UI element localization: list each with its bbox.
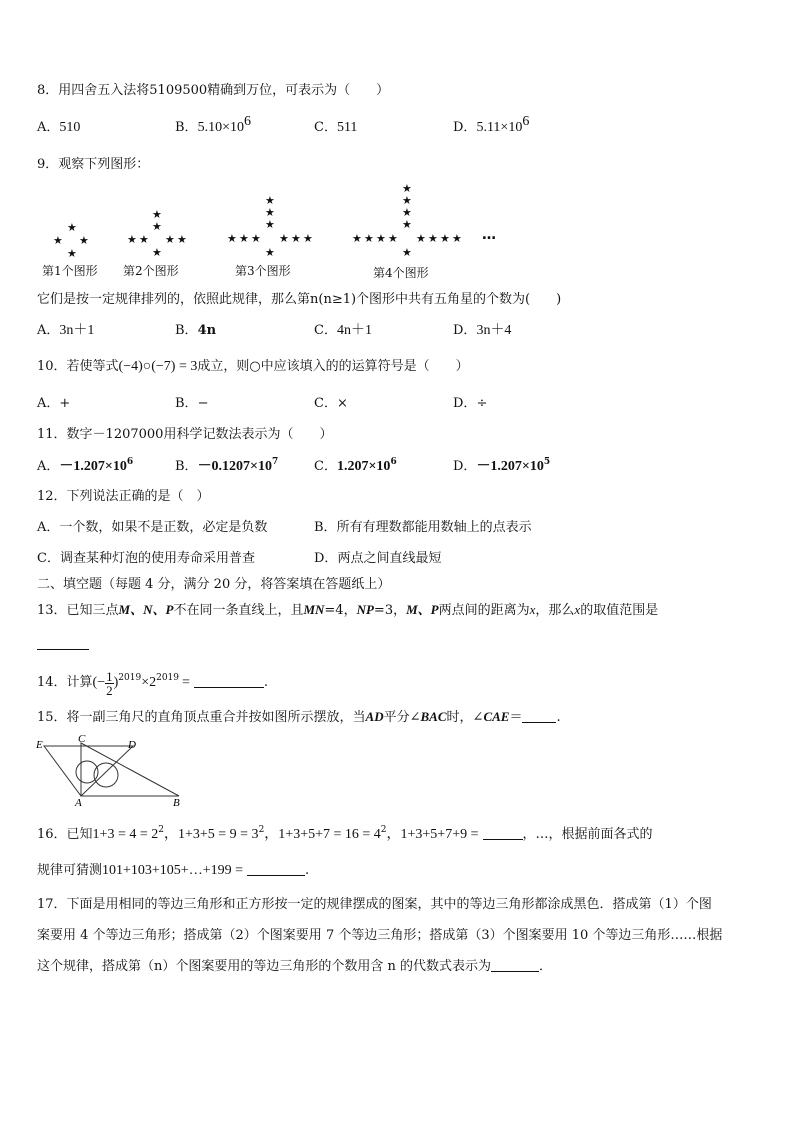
star-icon: ★ [152, 246, 162, 259]
q9-stem: 9．观察下列图形： [37, 157, 150, 172]
q17-line2: 案要用 4 个等边三角形；搭成第（2）个图案要用 7 个等边三角形；搭成第（3）个图案要用 10 个等边三角形……根据 [37, 928, 723, 943]
star-icon: ★ [440, 232, 450, 245]
star-icon: ★ [251, 232, 261, 245]
q8-option-d: D．$5.11\times 10^6$ [453, 114, 530, 135]
q11-option-b: B．$-0.1207\times 10^7$ [175, 457, 279, 474]
star-icon: ★ [265, 218, 275, 231]
q16-answer-blank-1 [483, 826, 523, 840]
star-icon: ★ [291, 232, 301, 245]
q16-line1: 16．已知$1+3 = 4 = 2^2$，$1+3+5 = 9 = 3^2$，$1+3+5+7 = 16 = 4^2$，1+3+5+7+9 = ，…，根据前面各式的 [37, 825, 653, 842]
q11-stem: 11．数字－1207000用科学记数法表示为（ ） [37, 427, 333, 442]
q9-caption-3: 第3个图形 [235, 264, 291, 278]
section-heading: 二、填空题（每题 4 分，满分 20 分，将答案填在答题纸上） [37, 577, 391, 592]
q9-option-a: A．3n＋1 [37, 323, 95, 338]
q12-option-d: D．两点之间直线最短 [314, 551, 442, 566]
q15-triangle-figure [36, 734, 186, 808]
star-icon: ★ [177, 233, 187, 246]
star-icon: ★ [376, 232, 386, 245]
q9-question: 它们是按一定规律排列的，依照此规律，那么第n(n≥1)个图形中共有五角星的个数为( ) [37, 292, 562, 307]
q9-caption-1: 第1个图形 [42, 264, 98, 278]
q17-line3: 这个规律，搭成第（n）个图案要用的等边三角形的个数用含 n 的代数式表示为 ． [37, 959, 553, 974]
q10-option-a: A．+ [37, 396, 71, 411]
star-icon: ★ [402, 218, 412, 231]
star-icon: ★ [152, 208, 162, 221]
q10-option-c: C．× [314, 396, 348, 411]
star-icon: ★ [402, 246, 412, 259]
star-icon: ★ [265, 246, 275, 259]
star-icon: ★ [227, 232, 237, 245]
q16-answer-blank-2 [247, 862, 305, 876]
label-e: E [36, 739, 43, 751]
star-icon: ★ [352, 232, 362, 245]
q10-stem: 10．若使等式(−4)○(−7) = 3成立，则○中应该填入的的运算符号是（ ） [37, 359, 469, 374]
q17-line1: 17．下面是用相同的等边三角形和正方形按一定的规律摆成的图案，其中的等边三角形都涂成黑色．搭成第（1）个图 [37, 897, 712, 912]
q14-expression: 14．计算(− $\frac{1}{2}$ )$^{2019}\times 2^{2019}$ = . [37, 669, 269, 698]
star-icon: ★ [265, 194, 275, 207]
star-icon: ★ [279, 232, 289, 245]
q17-answer-blank [491, 958, 539, 972]
q10-option-d: D．÷ [453, 396, 488, 411]
star-icon: ★ [67, 247, 77, 260]
q11-option-a: A．$-1.207\times 10^6$ [37, 457, 134, 474]
star-icon: ★ [416, 232, 426, 245]
label-d: D [128, 739, 136, 751]
star-icon: ★ [402, 206, 412, 219]
q9-option-c: C．4n＋1 [314, 323, 372, 338]
star-icon: ★ [402, 182, 412, 195]
q12-stem: 12．下列说法正确的是（ ） [37, 489, 210, 504]
q15-answer-blank [522, 709, 556, 723]
q9-option-b: B．4n [175, 323, 217, 338]
q15-stem: 15．将一副三角尺的直角顶点重合并按如图所示摆放，当AD平分∠BAC时，∠CAE＝ . [37, 709, 561, 725]
q9-caption-2: 第2个图形 [123, 264, 179, 278]
q12-option-a: A．一个数，如果不是正数，必定是负数 [37, 520, 268, 535]
label-c: C [78, 734, 86, 745]
star-icon: ★ [53, 234, 63, 247]
q8-option-c: C．511 [314, 120, 358, 135]
q8-stem: 8．用四舍五入法将5109500精确到万位，可表示为（ ） [37, 83, 390, 98]
q12-option-b: B．所有有理数都能用数轴上的点表示 [314, 520, 532, 535]
ellipsis: … [482, 227, 496, 243]
q13-stem: 13．已知三点M、N、P不在同一条直线上，且MN=4，NP=3，M、P两点间的距离为x，那么x的取值范围是 [37, 602, 659, 618]
star-icon: ★ [67, 221, 77, 234]
star-icon: ★ [452, 232, 462, 245]
q8-option-b: B．$5.10\times 10^6$ [175, 114, 251, 135]
q9-caption-4: 第4个图形 [373, 266, 429, 280]
star-icon: ★ [265, 206, 275, 219]
star-icon: ★ [303, 232, 313, 245]
star-icon: ★ [239, 232, 249, 245]
label-b: B [173, 797, 180, 808]
label-a: A [75, 797, 82, 808]
star-icon: ★ [388, 232, 398, 245]
star-icon: ★ [139, 233, 149, 246]
star-icon: ★ [127, 233, 137, 246]
star-icon: ★ [152, 220, 162, 233]
fraction: $\frac{1}{2}$ [106, 669, 113, 698]
star-icon: ★ [79, 234, 89, 247]
q8-option-a: A．510 [37, 120, 81, 135]
q11-option-d: D．$-1.207\times 10^5$ [453, 457, 551, 474]
q11-option-c: C．$1.207\times 10^6$ [314, 457, 397, 474]
q16-line2: 规律可猜测101+103+105+…+199 = . [37, 863, 310, 878]
star-icon: ★ [165, 233, 175, 246]
q12-option-c: C．调查某种灯泡的使用寿命采用普查 [37, 551, 255, 566]
triangle-ead [44, 746, 133, 796]
star-icon: ★ [364, 232, 374, 245]
star-icon: ★ [428, 232, 438, 245]
q13-answer-blank [37, 636, 89, 654]
star-icon: ★ [402, 194, 412, 207]
q10-option-b: B．− [175, 396, 209, 411]
q14-answer-blank [194, 674, 264, 688]
q9-option-d: D．3n＋4 [453, 323, 512, 338]
